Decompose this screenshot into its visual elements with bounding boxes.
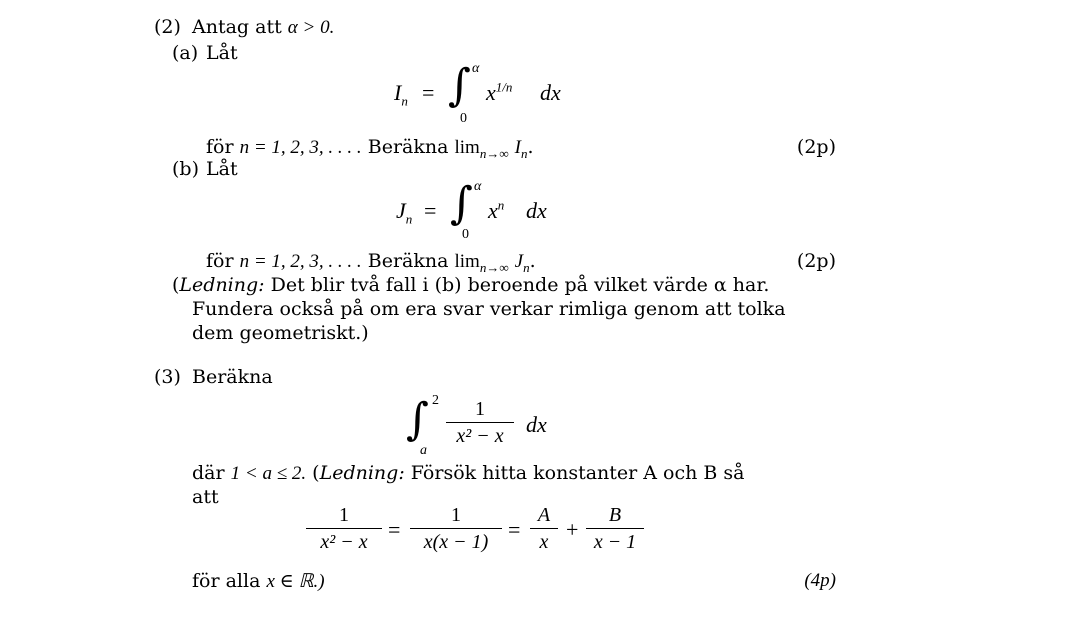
problem-2-hint-line1: (Ledning: Det blir två fall i (b) beroende på vilket värde α har. (172, 274, 770, 296)
part-b-lat: Låt (206, 158, 238, 180)
problem-3-points: (4p) (804, 570, 836, 591)
pf-num-3: A (537, 504, 551, 526)
pf-plus: + (566, 517, 579, 542)
integral-sign: ∫ (450, 178, 473, 229)
pf-frac-1 (306, 504, 382, 553)
pf-frac-4 (586, 504, 644, 553)
problem-3-att: att (192, 486, 219, 508)
In-dx: dx (540, 80, 561, 105)
problem-3-for-all: för alla x ∈ ℝ.) (192, 570, 325, 592)
problem-2-intro: Antag att α > 0. (192, 16, 335, 38)
p3-fraction (446, 398, 514, 447)
integral-sign: ∫ (406, 394, 429, 445)
pf-den-2: x(x − 1) (423, 531, 489, 553)
pf-eq-1: = (388, 517, 401, 542)
pf-frac-2 (410, 504, 502, 553)
problem-3-condition: där 1 < a ≤ 2. (Ledning: Försök hitta konstanter A och B så (192, 462, 745, 484)
fraction-bar (410, 528, 502, 529)
problem-3-label: (3) (154, 366, 181, 388)
pf-frac-3 (530, 504, 558, 553)
problem-2-hint-line3: dem geometriskt.) (192, 322, 369, 344)
pf-den-3: x (539, 531, 549, 553)
In-lhs: $I_n$ (394, 80, 408, 109)
fraction-bar (530, 528, 558, 529)
Jn-integrand: $x^n$ (488, 197, 505, 223)
In-upper-limit: α (472, 61, 480, 76)
Jn-eq: = (424, 198, 437, 223)
part-a-label: (a) (172, 42, 199, 64)
problem-3-intro: Beräkna (192, 366, 273, 388)
Jn-lhs: $J_n$ (396, 198, 413, 227)
pf-eq-2: = (508, 517, 521, 542)
part-b-points: (2p) (796, 250, 836, 272)
part-a-points: (2p) (796, 136, 836, 158)
part-b-label: (b) (172, 158, 199, 180)
pf-num-1: 1 (339, 504, 349, 526)
Jn-dx: dx (526, 198, 547, 223)
Jn-upper-limit: α (474, 179, 482, 194)
Jn-lower-limit: 0 (462, 227, 469, 242)
pf-den-1: x² − x (320, 531, 368, 553)
pf-num-2: 1 (451, 504, 461, 526)
pf-den-4: x − 1 (593, 531, 637, 553)
In-lower-limit: 0 (460, 111, 467, 126)
fraction-bar (306, 528, 382, 529)
part-b-for: för n = 1, 2, 3, . . . . Beräkna $\lim_{n\to\infty} J_n$. (206, 250, 536, 275)
integral-sign: ∫ (448, 60, 471, 111)
fraction-bar (586, 528, 644, 529)
In-eq: = (422, 80, 435, 105)
part-a-lat: Låt (206, 42, 238, 64)
p3-fraction-num: 1 (475, 398, 485, 420)
p3-dx: dx (526, 412, 547, 437)
p3-lower-limit: a (420, 443, 427, 458)
p3-upper-limit: 2 (432, 393, 439, 408)
problem-2-hint-line2: Fundera också på om era svar verkar rimliga genom att tolka (192, 298, 786, 320)
problem-2-label: (2) (154, 16, 181, 38)
p3-fraction-den: x² − x (456, 425, 504, 447)
pf-num-4: B (608, 504, 622, 526)
fraction-bar (446, 422, 514, 423)
part-a-for: för n = 1, 2, 3, . . . . Beräkna $\lim_{n\to\infty} I_n$. (206, 136, 534, 161)
In-integrand: $x^{1/n}$ (486, 79, 513, 105)
